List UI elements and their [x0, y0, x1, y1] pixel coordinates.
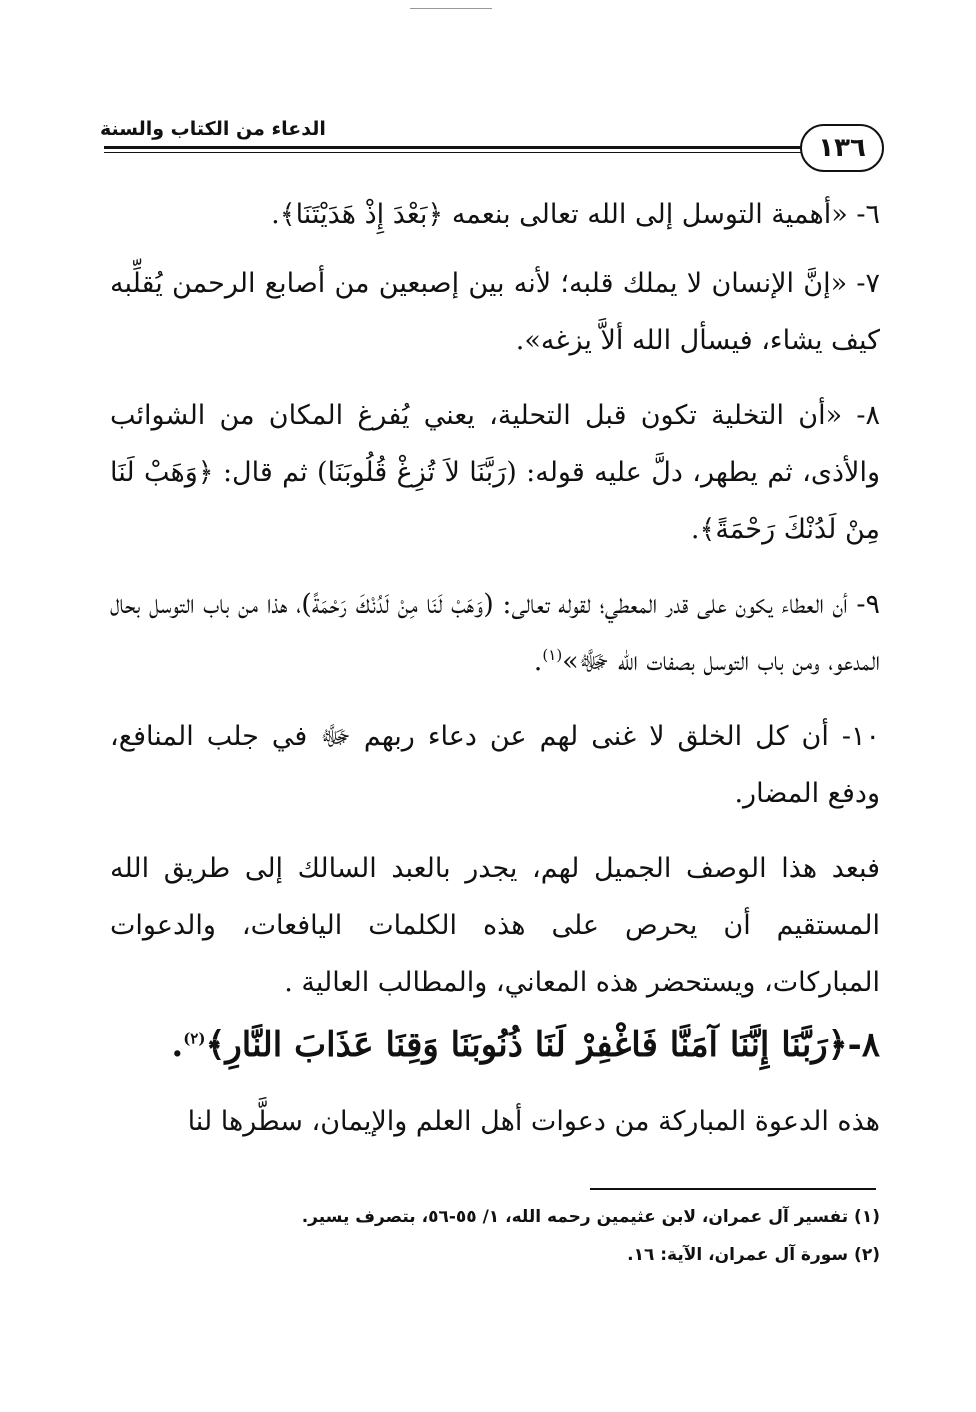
running-header-title: الدعاء من الكتاب والسنة	[100, 118, 326, 140]
point-7: ٧- «إنَّ الإنسان لا يملك قلبه؛ لأنه بين إصبعين من أصابع الرحمن يُقلِّبه كيف يشاء، فيسأل الله ألاَّ يزغه».	[110, 268, 880, 356]
header-rule-thick	[104, 146, 804, 149]
page-number-badge: ١٣٦	[800, 124, 884, 172]
verse-heading-8	[110, 1015, 880, 1075]
verse-heading-text: ٨-﴿رَبَّنَا إِنَّنَا آمَنَّا فَاغْفِرْ لَنَا ذُنُوبَنَا وَقِنَا عَذَابَ النَّارِ﴾	[205, 1025, 880, 1065]
point-9-text: ٩- أن العطاء يكون على قدر المعطي؛ لقوله تعالى: (وَهَبْ لَنَا مِنْ لَدُنْكَ رَحْمَةً)، هذا من باب التوسل بحال المدعو، ومن باب التوسل بصفات الله ﷻ»	[110, 589, 880, 677]
top-crop-mark	[410, 8, 492, 9]
closing-paragraph: فبعد هذا الوصف الجميل لهم، يجدر بالعبد السالك إلى طريق الله المستقيم أن يحرص على هذه الكلمات اليافعات، والدعوات المباركات، ويستحضر هذه المعاني، والمطالب العالية .	[110, 853, 880, 998]
verse-heading-period: .	[171, 1025, 184, 1065]
point-10: ١٠- أن كل الخلق لا غنى لهم عن دعاء ربهم ﷻ في جلب المنافع، ودفع المضار.	[110, 721, 880, 809]
footnote-separator	[590, 1188, 876, 1190]
verse-intro-paragraph: هذه الدعوة المباركة من دعوات أهل العلم والإيمان، سطَّرها لنا	[187, 1106, 880, 1137]
header-rule-thin	[104, 152, 804, 153]
footnote-ref-1[interactable]: (١)	[542, 646, 563, 664]
footnote-ref-2[interactable]: (٢)	[183, 1029, 206, 1048]
main-text	[110, 186, 880, 1168]
footnote-1: (١) تفسير آل عمران، لابن عثيمين رحمه الله، ١/ ٥٥-٥٦، بتصرف يسير.	[301, 1207, 880, 1227]
point-9: ٩- أن العطاء يكون على قدر المعطي؛ لقوله تعالى: (وَهَبْ لَنَا مِنْ لَدُنْكَ رَحْمَةً)، هذا من باب التوسل بحال المدعو، ومن باب التوسل بصفات الله ﷻ»$^{(١)}$.	[110, 589, 880, 677]
footnote-2: (٢) سورة آل عمران، الآية: ١٦.	[627, 1245, 880, 1265]
footnotes	[110, 1198, 880, 1274]
point-8: ٨- «أن التخلية تكون قبل التحلية، يعني يُفرغ المكان من الشوائب والأذى، ثم يطهر، دلَّ عليه قوله: (رَبَّنَا لاَ تُزِغْ قُلُوبَنَا) ثم قال: ﴿وَهَبْ لَنَا مِنْ لَدُنْكَ رَحْمَةً﴾.	[110, 400, 880, 545]
point-6: ٦- «أهمية التوسل إلى الله تعالى بنعمه ﴿بَعْدَ إِذْ هَدَيْتَنَا﴾.	[271, 199, 880, 230]
